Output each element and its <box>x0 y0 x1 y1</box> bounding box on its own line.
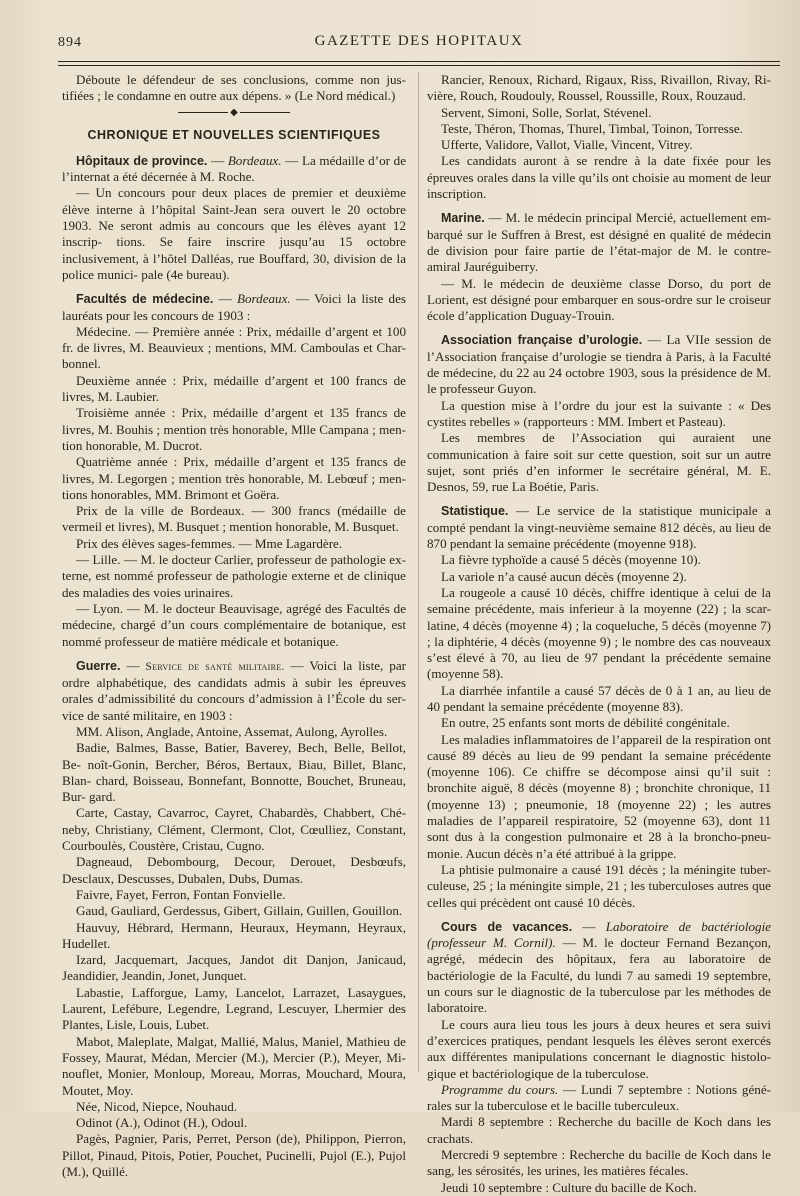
paragraph: La question mise à l’ordre du jour est la suivante : « Des cystites rebelles » (rapporteurs : MM. Imbert et Pasteau). <box>427 397 771 429</box>
name-list-line: Née, Nicod, Niepce, Nouhaud. <box>76 1098 238 1114</box>
paragraph: Les maladies inflammatoires de l’appareil de la respiration ont causé 89 décès au lieu de 99 pendant la semaine précédente (moyenne 106). Ce chiffre se décompose ainsi qu’il suit : bronchite aiguë, 8 décès (moyenne 8) ; bronchite chronique, 11 (moyenne 13) ; pneumonie, 18 (moyenne 22) ; les autres maladies de l’appareil respiratoire, 52 (moyenne 63), dont 11 sont dus à la congestion pulmonaire et 28 à la broncho-pneu- monie. Aucun décès n’a été attribué à la grippe. <box>427 731 771 861</box>
city-label: Bordeaux. <box>237 291 291 307</box>
article-hopitaux: Hôpitaux de province. — Bordeaux. — La médaille d’or de l’internat a été décernée à M. Roche. <box>62 152 407 185</box>
header-rule <box>58 61 780 62</box>
article-text: Le service de la statistique municipale a compté pendant la vingt-neuvième semaine 812 décès, au lieu de 870 pendant la semaine précédente (moyenne 918). <box>427 503 771 552</box>
article-facultes: Facultés de médecine. — Bordeaux. — Voici la liste des lauréats pour les concours de 1903 : <box>62 291 407 323</box>
name-list-line: Carte, Castay, Cavarroc, Cayret, Chabardès, Chabbert, Ché- neby, Christiany, Clément, Clermont, Clot, Cœulliez, Constant, Courboulès, Coustère, Cristau, Cugno. <box>62 805 406 854</box>
program-text: Lundi 7 septembre : Notions géné- rales sur la tuberculose et le bacille tuberculeux. <box>427 1081 772 1114</box>
article-text: Voici la liste, par ordre alphabétique, des candidats admis à subir les épreuves orales d’admissibilité du concours d’admission à l’École du ser- vice de santé militaire, en 1903 : <box>62 657 407 723</box>
paragraph: Troisième année : Prix, médaille d’argent et 135 francs de livres, M. Bouhis ; mention très honorable, Mlle Campana ; men- tion honorable, M. Ducrot. <box>62 405 406 453</box>
page-header <box>58 33 780 55</box>
name-list-line: MM. Alison, Anglade, Antoine, Assemat, Aulong, Ayrolles. <box>76 723 388 739</box>
article-guerre: Guerre. — Service de santé militaire. — Voici la liste, par ordre alphabétique, des candidats admis à subir les épreuves orales d’admissibilité du concours d’admission à l’École du ser- vice de santé militaire, en 1903 : <box>62 657 407 723</box>
article-subheading: Service de santé militaire. <box>145 660 285 673</box>
article-heading: Cours de vacances. <box>441 919 573 934</box>
paragraph: Médecine. — Première année : Prix, médaille d’argent et 100 fr. de livres, M. Beauvieux ; mentions, MM. Camboulas et Char- bonnel. <box>62 323 406 372</box>
article-marine: Marine. — M. le médecin principal Mercié, actuellement em- barqué sur le Suffren à Brest, est désigné en qualité de médecin de division pour faire partie de l’état-major de M. le contre- amiral Jauréguiberry. <box>427 210 771 275</box>
article-text: M. le médecin principal Mercié, actuellement em- barqué sur le Suffren à Brest, est désigné en qualité de médecin de division pour faire partie de l’état-major de M. le contre- amiral Jauréguiberry. <box>427 210 771 275</box>
program-label: Programme du cours. <box>441 1081 559 1097</box>
article-subheading: Laboratoire de bactériologie (professeur M. Cornil). <box>427 918 772 951</box>
name-list-line: Izard, Jacquemart, Jacques, Jandot dit Danjon, Janicaud, Jeandidier, Jeandin, Jonet, Junquet. <box>62 952 406 984</box>
article-text: M. le docteur Fernand Bezançon, agrégé, médecin des hôpitaux, fera au laboratoire de bactériologie de la Faculté, du lundi 7 au samedi 19 septembre, un cours sur le diagnostic de la tuberculose par les méthodes de laboratoire. <box>427 935 771 1016</box>
paragraph: — M. le médecin de deuxième classe Dorso, du port de Lorient, est désigné pour embarquer en sous-ordre sur le croiseur école d’application Duguay-Trouin. <box>427 275 771 324</box>
paragraph: La phtisie pulmonaire a causé 191 décès ; la méningite tuber- culeuse, 25 ; la méningite simple, 21 ; les tuberculoses autres que celles qui précèdent ont causé 10 décès. <box>427 861 771 910</box>
paragraph: Le cours aura lieu tous les jours à deux heures et sera suivi d’exercices pratiques, pendant lesquels les élèves seront exercés aux différentes manipulations concernant le diagnostic histolo- gique et bactériologique de la tuberculose. <box>427 1016 771 1081</box>
paragraph: La rougeole a causé 10 décès, chiffre identique à celui de la semaine précédente, mais inferieur à la moyenne (22) ; la scar- latine, 4 décès (moyenne 4) ; la coqueluche, 5 décès (moyenne 7) ; la diphtérie, 4 décès (moyenne 9) ; le nombre des cas nouveaux s’est élevé à 70, au lieu de 97 pendant la précédente semaine (moyenne 58). <box>427 584 771 682</box>
paragraph: Mardi 8 septembre : Recherche du bacille de Koch dans les crachats. <box>427 1114 771 1146</box>
name-list-line: Odinot (A.), Odinot (H.), Odoul. <box>76 1115 248 1131</box>
paragraph: Les candidats auront à se rendre à la date fixée pour les épreuves orales dans la ville qu’ils ont choisie au moment de leur inscription. <box>427 153 771 202</box>
article-text: Voici la liste des lauréats pour les concours de 1903 : <box>62 291 407 323</box>
ornament-divider: ◆ <box>62 105 406 121</box>
paragraph: La diarrhée infantile a causé 57 décès de 0 à 1 an, au lieu de 40 pendant la semaine précédente (moyenne 83). <box>427 682 771 714</box>
name-list-line: Rancier, Renoux, Richard, Rigaux, Riss, Rivaillon, Rivay, Ri- vière, Rouch, Roudouly, Roussel, Roussille, Roux, Rouzaud. <box>427 72 771 104</box>
paragraph: Quatrième année : Prix, médaille d’argent et 135 francs de livres, M. Legorgen ; mention très honorable, M. Lebœuf ; men- tions honorables, MM. Brimont et Goëra. <box>62 454 406 502</box>
paragraph: La variole n’a causé aucun décès (moyenne 2). <box>441 568 687 584</box>
name-list-line: Ufferte, Validore, Vallot, Vialle, Vincent, Vitrey. <box>441 137 693 153</box>
paragraph: Prix de la ville de Bordeaux. — 300 francs (médaille de vermeil et livres), M. Busquet ; mention honorable, M. Busquet. <box>62 503 406 535</box>
name-list-line: Badie, Balmes, Basse, Batier, Baverey, Bech, Belle, Bellot, Be- noît-Gonin, Bercher, Béros, Bertaux, Biau, Billet, Blanc, Blan- chard, Boisseau, Bonnefant, Bonnotte, Bouchet, Bruneau, Bur- gard. <box>62 740 406 805</box>
left-column <box>62 72 406 1180</box>
name-list-line: Labastie, Lafforgue, Lamy, Lancelot, Larrazet, Lasaygues, Laurent, Lefébure, Legendre, Legrand, Lescuyer, Lhermier des Plantes, Lisle, Louis, Lubet. <box>62 984 406 1033</box>
journal-title: GAZETTE DES HOPITAUX <box>314 33 524 49</box>
right-column <box>427 72 771 1196</box>
paragraph: — Lyon. — M. le docteur Beauvisage, agrégé des Facultés de médecine, chargé d’un cours complémentaire de botanique, est nommé professeur de matière médicale et botanique. <box>62 600 406 649</box>
article-heading: Hôpitaux de province. <box>76 153 208 168</box>
program-paragraph: Programme du cours. — Lundi 7 septembre : Notions géné- rales sur la tuberculose et le bacille tuberculeux. <box>427 1081 772 1114</box>
article-heading: Association française d’urologie. <box>441 333 643 348</box>
article-text: La médaille d’or de l’internat a été décernée à M. Roche. <box>62 152 407 185</box>
name-list-line: Mabot, Maleplate, Malgat, Mallié, Malus, Maniel, Mathieu de Fossey, Maurat, Médan, Mercier (M.), Mercier (P.), Meyer, Mi- nouflet, Monier, Monloup, Moreau, Morras, Mouchard, Moura, Moutet, Moy. <box>62 1033 406 1098</box>
article-heading: Statistique. <box>441 504 509 519</box>
paragraph: Jeudi 10 septembre : Culture du bacille de Koch. <box>441 1179 697 1195</box>
name-list-line: Servent, Simoni, Solle, Sorlat, Stévenel. <box>441 104 652 120</box>
name-list-line: Teste, Théron, Thomas, Thurel, Timbal, Toinon, Torresse. <box>441 120 743 136</box>
name-list-line: Faivre, Fayet, Ferron, Fontan Fonvielle. <box>76 886 286 902</box>
paragraph: — Lille. — M. le docteur Carlier, professeur de pathologie ex- terne, est nommé professeur de pathologie externe et de clinique des maladies des voies urinaires. <box>62 552 406 600</box>
paragraph: Mercredi 9 septembre : Recherche du bacille de Koch dans le sang, les sérosités, les urines, les matières fécales. <box>427 1147 771 1179</box>
name-list-line: Gaud, Gauliard, Gerdessus, Gibert, Gillain, Guillen, Gouillon. <box>76 903 403 919</box>
name-list-line: Pagès, Pagnier, Paris, Perret, Person (de), Philippon, Pierron, Pillot, Pinaud, Pitois, Potier, Pouchet, Pucinelli, Pujol (E.), Pujol (M.), Quillé. <box>62 1131 406 1179</box>
closing-paragraph: Déboute le défendeur de ses conclusions, comme non jus- tifiées ; le condamne en outre aux dépens. » (Le Nord médical.) <box>62 72 406 104</box>
paragraph: En outre, 25 enfants sont morts de débilité congénitale. <box>441 715 730 731</box>
article-heading: Facultés de médecine. <box>76 292 214 307</box>
paragraph: — Un concours pour deux places de premier et deuxième élève interne à l’hôpital Saint-Jean sera ouvert le 20 octobre 1903. Ne seront admis au concours que les élèves ayant 12 inscrip- tions. Se faire inscrire jusqu’au 15 octobre inclusivement, à l’hôtel Dalléas, rue Bouffard, 30, division de la police munici- pale (4e bureau). <box>62 185 406 282</box>
header-rule-thin <box>58 65 780 66</box>
article-association: Association française d’urologie. — La VIIe session de l’Association française d’urologie se tiendra à Paris, à la Faculté de médecine, du 22 au 24 octobre 1903, sous la présidence de M. le professeur Guyon. <box>427 332 772 397</box>
article-heading: Guerre. <box>76 658 121 673</box>
paragraph: Prix des élèves sages-femmes. — Mme Lagardère. <box>76 535 343 551</box>
article-text: La VIIe session de l’Association française d’urologie se tiendra à Paris, à la Faculté de médecine, du 22 au 24 octobre 1903, sous la présidence de M. le professeur Guyon. <box>427 332 772 397</box>
paragraph: Deuxième année : Prix, médaille d’argent et 100 francs de livres, M. Laubier. <box>62 372 406 405</box>
article-statistique: Statistique. — Le service de la statistique municipale a compté pendant la vingt-neuvième semaine 812 décès, au lieu de 870 pendant la semaine précédente (moyenne 918). <box>427 503 771 552</box>
section-title: CHRONIQUE ET NOUVELLES SCIENTIFIQUES <box>87 127 381 142</box>
page-number: 894 <box>58 35 82 50</box>
city-label: Bordeaux. <box>227 152 282 168</box>
column-divider <box>418 72 419 1072</box>
paragraph: La fièvre typhoïde a causé 5 décès (moyenne 10). <box>441 552 701 568</box>
article-heading: Marine. <box>441 211 485 226</box>
paragraph: Les membres de l’Association qui auraient une communication à faire soit sur cette question, soit sur un autre sujet, sont priés d’en informer le secrétaire général, M. E. Desnos, 59, rue La Boétie, Paris. <box>427 430 771 495</box>
name-list-line: Dagneaud, Debombourg, Decour, Derouet, Desbœufs, Desclaux, Descusses, Dubalen, Dubs, Dumas. <box>62 854 406 886</box>
name-list-line: Hauvuy, Hébrard, Hermann, Heuraux, Heymann, Heyraux, Hudellet. <box>62 919 406 951</box>
article-cours: Cours de vacances. — Laboratoire de bactériologie (professeur M. Cornil). — M. le docteur Fernand Bezançon, agrégé, médecin des hôpitaux, fera au laboratoire de bactériologie de la Faculté, du lundi 7 au samedi 19 septembre, un cours sur le diagnostic de la tuberculose par les méthodes de laboratoire. <box>427 918 772 1016</box>
